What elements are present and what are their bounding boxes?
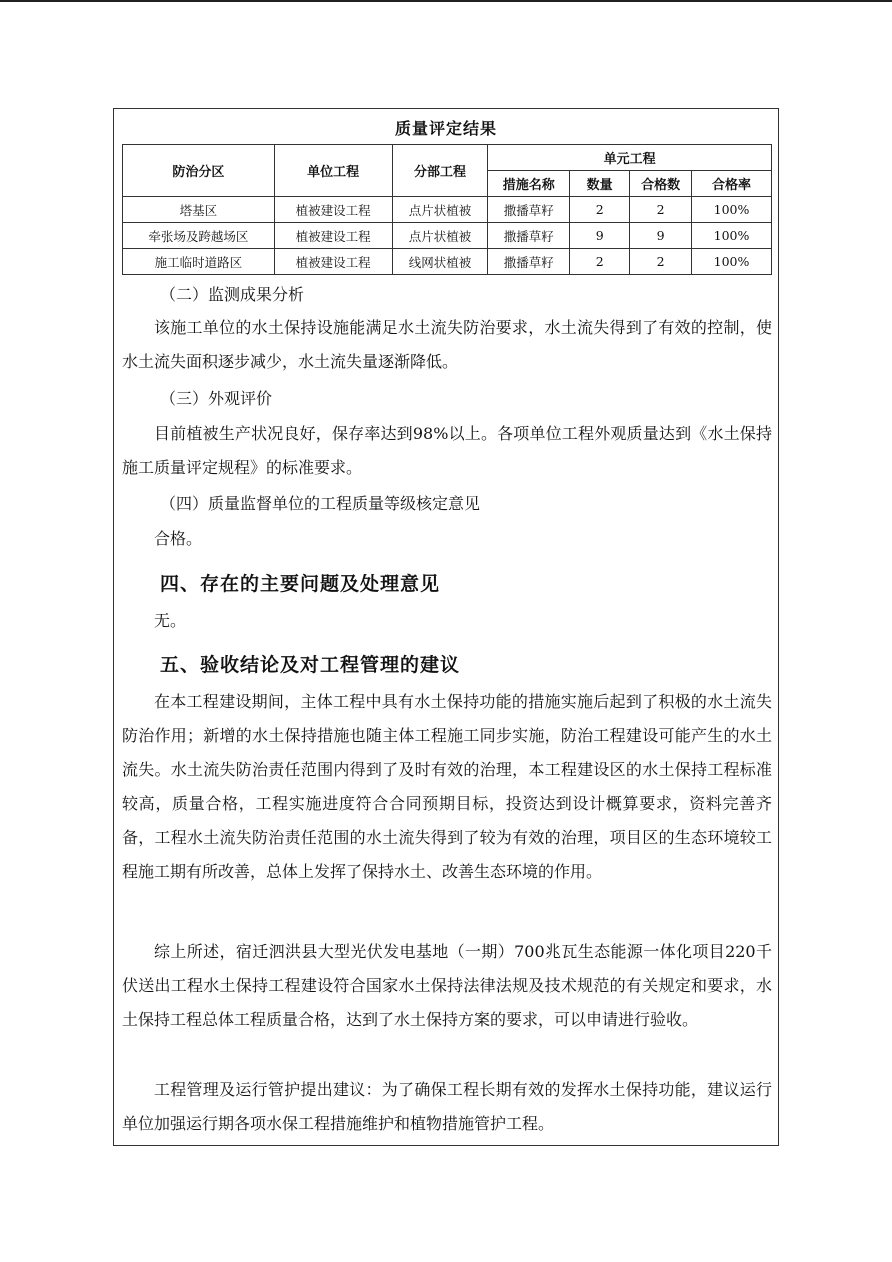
section-3-heading: （三）外观评价 (160, 389, 273, 408)
heading-conclusion: 五、验收结论及对工程管理的建议 (160, 654, 461, 676)
cell-unit: 植被建设工程 (274, 197, 392, 223)
table-row (123, 197, 772, 223)
header-passed: 合格数 (630, 171, 692, 197)
cell-count: 2 (570, 249, 630, 275)
cell-zone: 塔基区 (123, 197, 275, 223)
cell-zone: 牵张场及跨越场区 (123, 223, 275, 249)
header-zone: 防治分区 (123, 145, 275, 197)
cell-measure: 撒播草籽 (488, 197, 570, 223)
cell-passed: 2 (630, 249, 692, 275)
cell-rate: 100% (692, 249, 772, 275)
header-element: 单元工程 (488, 145, 772, 171)
cell-rate: 100% (692, 223, 772, 249)
section-3-text: 目前植被生产状况良好，保存率达到98%以上。各项单位工程外观质量达到《水土保持施工质量评定规程》的标准要求。 (122, 424, 772, 477)
cell-passed: 9 (630, 223, 692, 249)
table-row (123, 249, 772, 275)
heading-problems: 四、存在的主要问题及处理意见 (160, 573, 441, 595)
quality-table (122, 144, 772, 275)
table-row (123, 223, 772, 249)
cell-count: 2 (570, 197, 630, 223)
cell-measure: 撒播草籽 (488, 249, 570, 275)
conclusion-paragraph-2: 综上所述，宿迁泗洪县大型光伏发电基地（一期）700兆瓦生态能源一体化项目220千伏送出工程水土保持工程建设符合国家水土保持法律法规及技术规范的有关规定和要求，水土保持工程总体工程质量合格，达到了水土保持方案的要求，可以申请进行验收。 (122, 942, 772, 1029)
header-rate: 合格率 (692, 171, 772, 197)
header-measure: 措施名称 (488, 171, 570, 197)
cell-unit: 植被建设工程 (274, 249, 392, 275)
header-count: 数量 (570, 171, 630, 197)
cell-rate: 100% (692, 197, 772, 223)
table-header-row (123, 145, 772, 171)
header-sub: 分部工程 (392, 145, 488, 197)
quality-table-title: 质量评定结果 (394, 119, 497, 138)
section-2-text: 该施工单位的水土保持设施能满足水土流失防治要求，水土流失得到了有效的控制，使水土流失面积逐步减少，水土流失量逐渐降低。 (122, 318, 772, 371)
cell-unit: 植被建设工程 (274, 223, 392, 249)
cell-passed: 2 (630, 197, 692, 223)
conclusion-paragraph-1: 在本工程建设期间，主体工程中具有水土保持功能的措施实施后起到了积极的水土流失防治作用；新增的水土保持措施也随主体工程施工同步实施，防治工程建设可能产生的水土流失。水土流失防治责任范围内得到了及时有效的治理，本工程建设区的水土保持工程标准较高，质量合格，工程实施进度符合合同预期目标，投资达到设计概算要求，资料完善齐备，工程水土流失防治责任范围的水土流失得到了较为有效的治理，项目区的生态环境较工程施工期有所改善，总体上发挥了保持水土、改善生态环境的作用。 (122, 692, 772, 881)
cell-sub: 点片状植被 (392, 197, 488, 223)
cell-count: 9 (570, 223, 630, 249)
conclusion-paragraph-3: 工程管理及运行管护提出建议：为了确保工程长期有效的发挥水土保持功能，建议运行单位加强运行期各项水保工程措施维护和植物措施管护工程。 (122, 1080, 772, 1133)
page-top-border (0, 0, 892, 2)
cell-sub: 线网状植被 (392, 249, 488, 275)
section-2-heading: （二）监测成果分析 (160, 285, 305, 304)
section-4-text: 合格。 (154, 529, 203, 548)
cell-measure: 撒播草籽 (488, 223, 570, 249)
problems-text: 无。 (154, 611, 187, 630)
cell-sub: 点片状植被 (392, 223, 488, 249)
cell-zone: 施工临时道路区 (123, 249, 275, 275)
section-4-heading: （四）质量监督单位的工程质量等级核定意见 (160, 494, 481, 513)
header-unit: 单位工程 (274, 145, 392, 197)
